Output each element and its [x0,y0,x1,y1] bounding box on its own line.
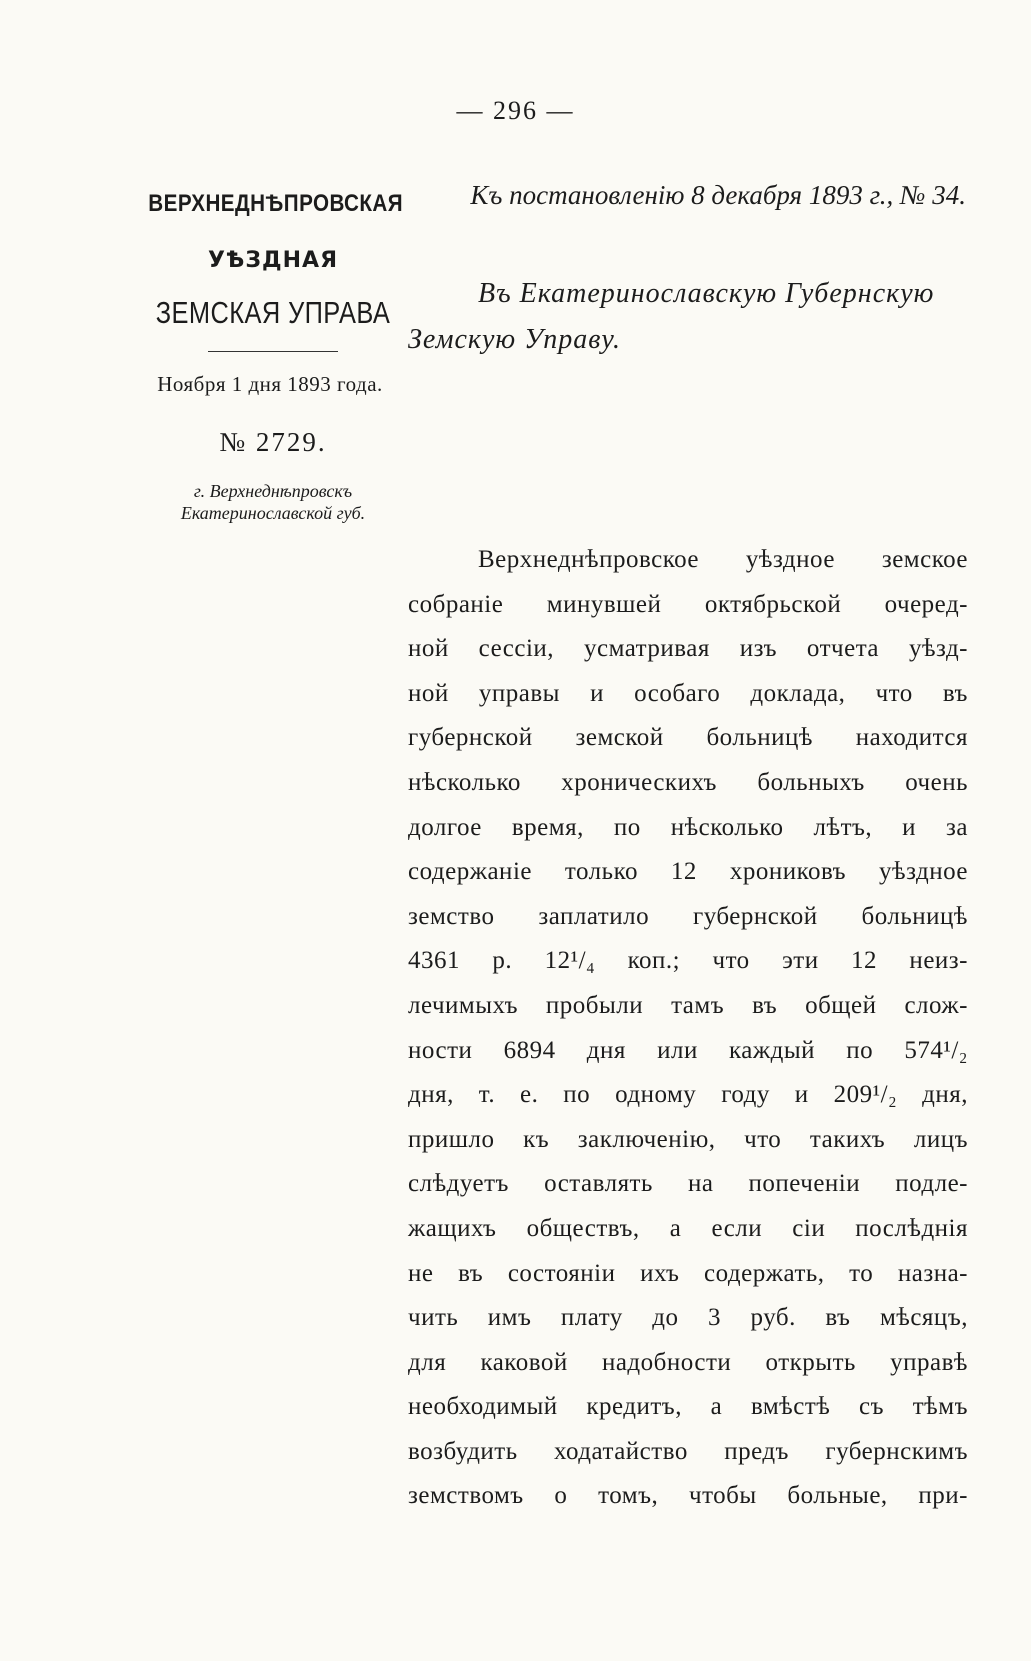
institution-name-line3: ЗЕМСКАЯ УПРАВА [155,295,391,330]
body-line: губернской земской больницѣ находится [408,724,968,752]
addressee-line1: Въ Екатеринославскую Губернскую [478,278,935,309]
body-line: 4361 р. 12¹/₄ коп.; что эти 12 неиз- [408,947,968,975]
sender-block [128,190,418,524]
body-line: возбудить ходатайство предъ губернскимъ [408,1437,968,1465]
body-line: дня, т. е. по одному году и 209¹/₂ дня, [408,1081,968,1109]
body-line: пришло къ заключенію, что такихъ лицъ [408,1125,968,1153]
body-line: ной сессіи, усматривая изъ отчета уѣзд- [408,635,968,663]
body-line: Верхнеднѣпровское уѣздное земское [478,546,968,573]
addressee [408,271,968,363]
institution-name-line1: ВЕРХНЕДНѢПРОВСКАЯ [148,190,404,217]
divider [208,351,338,352]
body-line: слѣдуетъ оставлять на попеченіи подле- [408,1170,968,1198]
body-line: земствомъ о томъ, чтобы больные, при- [408,1482,968,1510]
body-line: не въ состояніи ихъ содержать, то назна- [408,1259,968,1287]
institution-name-line2: УѢЗДНАЯ [207,248,339,273]
body-line: собраніе минувшей октябрьской очеред- [408,590,968,618]
body-line: содержаніе только 12 хрониковъ уѣздное [408,858,968,886]
body-line: долгое время, по нѣсколько лѣтъ, и за [408,813,968,841]
letter-body [408,538,968,1519]
body-line: для каковой надобности открыть управѣ [408,1348,968,1376]
body-line: жащихъ обществъ, а если сіи послѣднія [408,1214,968,1242]
body-line: ности 6894 дня или каждый по 574¹/₂ [408,1036,968,1064]
body-line: нѣсколько хроническихъ больныхъ очень [408,768,968,796]
body-line: чить имъ плату до 3 руб. въ мѣсяцъ, [408,1304,968,1332]
body-line: земство заплатило губернской больницѣ [408,902,968,930]
reference-line: Къ постановленію 8 декабря 1893 г., № 34. [470,180,966,210]
addressee-line2: Земскую Управу. [408,324,622,355]
document-number: № 2729. [219,427,327,457]
header-right [408,180,968,363]
document-date: Ноября 1 дня 1893 года. [157,372,383,396]
body-line: необходимый кредитъ, а вмѣстѣ съ тѣмъ [408,1393,968,1421]
document-place: г. Верхнеднѣпровскъ Екатеринославской губ. [180,481,366,523]
body-line: лечимыхъ пробыли тамъ въ общей слож- [408,991,968,1019]
page-number: — 296 — [456,96,575,125]
body-line: ной управы и особаго доклада, что въ [408,679,968,707]
